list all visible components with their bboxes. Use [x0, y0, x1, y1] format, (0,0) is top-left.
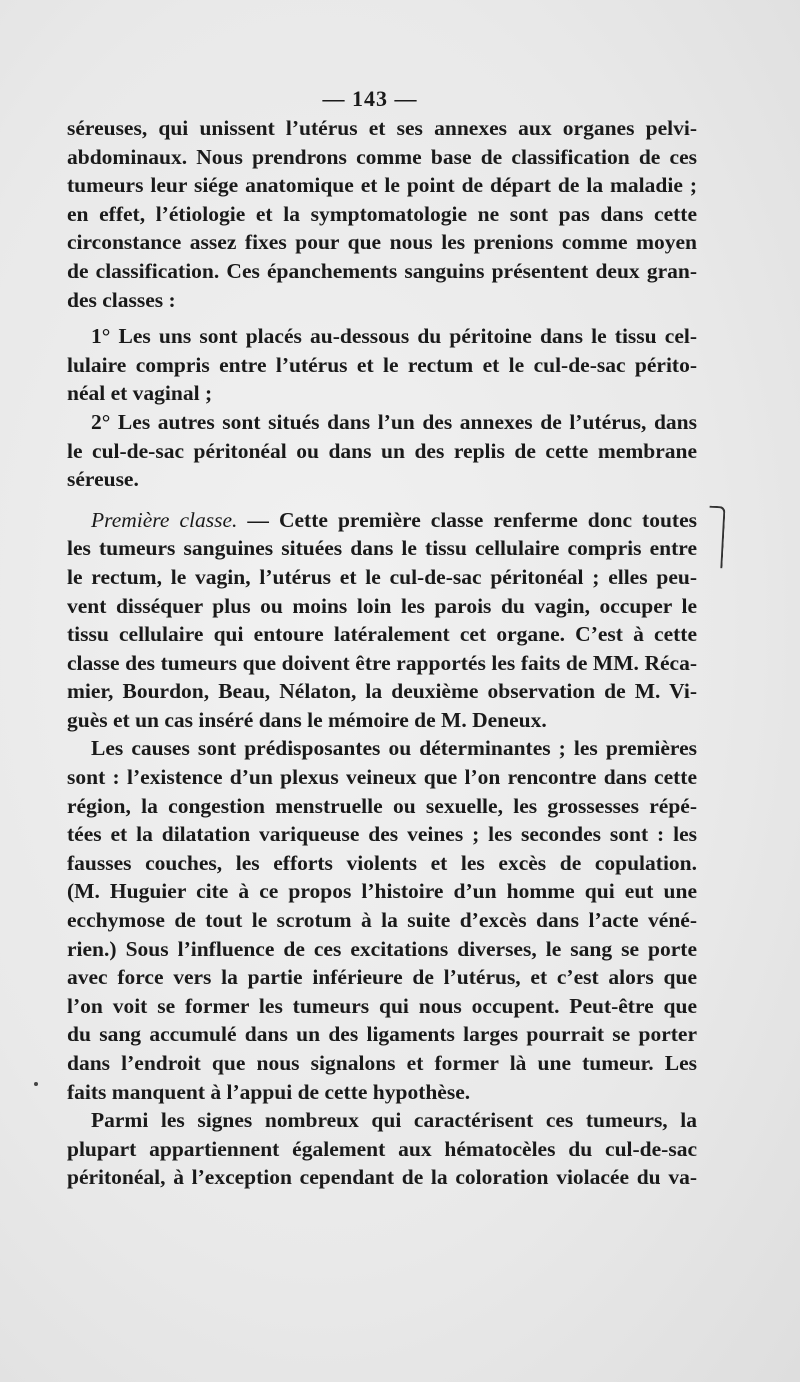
text-line: Les causes sont prédisposantes ou déterminantes ; les premières — [91, 736, 697, 761]
text-line: tumeurs leur siége anatomique et le point de départ de la maladie ; — [67, 173, 697, 198]
text-line: en effet, l’étiologie et la symptomatologie ne sont pas dans cette — [67, 201, 697, 226]
text-line: rien.) Sous l’influence de ces excitations diverses, le sang se porte — [67, 936, 697, 961]
text-line: fausses couches, les efforts violents et les excès de copulation. — [67, 850, 697, 875]
text-line: plupart appartiennent également aux hématocèles du cul-de-sac — [67, 1136, 697, 1161]
text-line: circonstance assez fixes pour que nous les prenions comme moyen — [67, 230, 697, 255]
text-line: les tumeurs sanguines situées dans le tissu cellulaire compris entre — [67, 536, 697, 561]
text-line: le rectum, le vagin, l’utérus et le cul-de-sac péritonéal ; elles peu- — [67, 564, 697, 589]
paragraph-3 — [67, 408, 697, 494]
text-line: vent disséquer plus ou moins loin les parois du vagin, occuper le — [67, 593, 697, 618]
page-body — [67, 114, 697, 1192]
text-line: guès et un cas inséré dans le mémoire de M. Deneux. — [67, 707, 547, 732]
text-line: (M. Huguier cite à ce propos l’histoire d’un homme qui eut une — [67, 879, 697, 904]
paragraph-6 — [67, 1106, 697, 1192]
text-line: dans l’endroit que nous signalons et former là une tumeur. Les — [67, 1051, 697, 1075]
text-line: péritonéal, à l’exception cependant de la coloration violacée du va- — [67, 1165, 697, 1190]
paragraph-2 — [67, 322, 697, 408]
text-line: avec force vers la partie inférieure de l’utérus, et c’est alors que — [67, 965, 697, 990]
text-line — [67, 506, 697, 535]
text-line: du sang accumulé dans un des ligaments larges pourrait se porter — [67, 1022, 697, 1047]
text-line: faits manquent à l’appui de cette hypothèse. — [67, 1079, 471, 1104]
text-line: de classification. Ces épanchements sanguins présentent deux gran- — [67, 258, 697, 283]
text-line: abdominaux. Nous prendrons comme base de classification de ces — [67, 144, 697, 169]
text-line: le cul-de-sac péritonéal ou dans un des replis de cette membrane — [67, 438, 697, 463]
text-line: tissu cellulaire qui entoure latéralement cet organe. C’est à cette — [67, 622, 697, 647]
paragraph-5 — [67, 734, 697, 1106]
text-line: 1° Les uns sont placés au-dessous du péritoine dans le tissu cel- — [91, 324, 697, 349]
paragraph-1 — [67, 114, 697, 314]
margin-ink-dot — [34, 1082, 38, 1086]
margin-bracket-mark — [706, 506, 725, 569]
text-line-continuation: — Cette première classe renferme donc toutes — [237, 507, 697, 532]
text-line: des classes : — [67, 287, 176, 312]
text-line: l’on voit se former les tumeurs qui nous occupent. Peut-être que — [67, 993, 697, 1018]
text-line: néal et vaginal ; — [67, 381, 213, 406]
text-line: lulaire compris entre l’utérus et le rectum et le cul-de-sac périto- — [67, 352, 697, 377]
page-number: — 143 — — [322, 86, 418, 111]
text-line: séreuses, qui unissent l’utérus et ses annexes aux organes pelvi- — [67, 116, 697, 140]
text-line: Parmi les signes nombreux qui caractérisent ces tumeurs, la — [91, 1108, 697, 1133]
text-line: ecchymose de tout le scrotum à la suite d’excès dans l’acte véné- — [67, 908, 697, 933]
text-line: mier, Bourdon, Beau, Nélaton, la deuxième observation de M. Vi- — [67, 679, 697, 704]
paragraph-4 — [67, 506, 697, 735]
text-line: 2° Les autres sont situés dans l’un des annexes de l’utérus, dans — [91, 409, 697, 434]
text-line: séreuse. — [67, 467, 139, 492]
text-line: sont : l’existence d’un plexus veineux que l’on rencontre dans cette — [67, 765, 697, 790]
text-line: tées et la dilatation variqueuse des veines ; les secondes sont : les — [67, 822, 697, 847]
text-line: classe des tumeurs que doivent être rapportés les faits de MM. Réca- — [67, 650, 697, 675]
section-heading: Première classe. — [91, 507, 238, 532]
text-line: région, la congestion menstruelle ou sexuelle, les grossesses répé- — [67, 793, 697, 818]
